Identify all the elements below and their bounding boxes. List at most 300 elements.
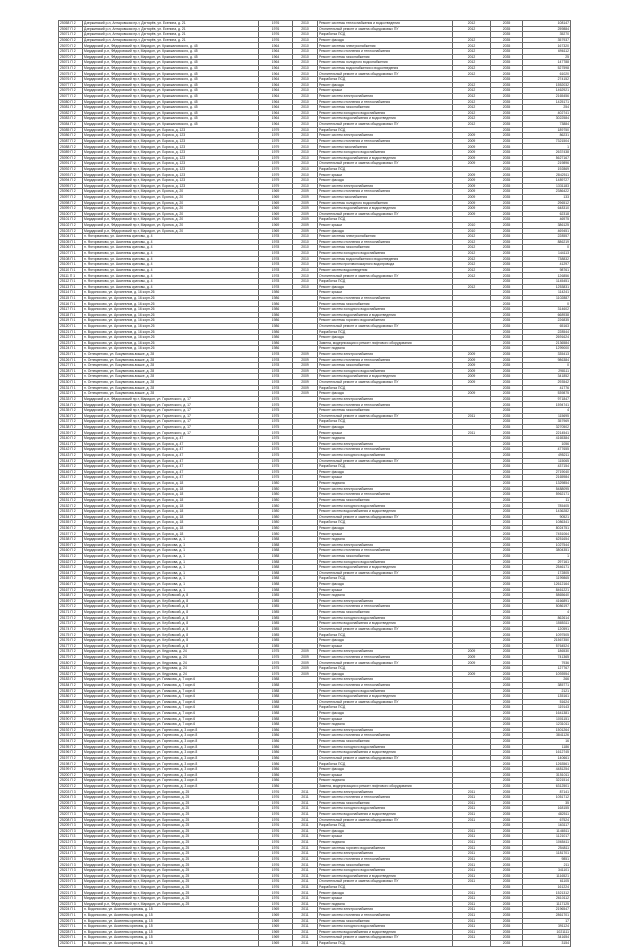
cell-cost: 2214541 — [523, 430, 571, 436]
cell-build-year: 1978 — [259, 256, 293, 262]
cell-address: п. Водоносово, ул. Архангелов, д. 16 корп.26 — [83, 307, 259, 313]
cell-work-type: Ремонт систем электроснабжения — [318, 851, 453, 857]
cell-record-id: 25199 П 2 — [59, 767, 83, 773]
cell-cost: 2121 — [523, 688, 571, 694]
cell-cost: 98761 — [523, 267, 571, 273]
cell-address: Мирдарский р-н, Фёдоровский пр-т, Маридон, ул. Ганакова, д. 7 корп.6 — [83, 705, 259, 711]
cell-start-year: 2012 — [453, 262, 491, 268]
cell-record-id: 25147 П 2 — [59, 475, 83, 481]
cell-work-type: Ремонт систем холодного водоснабжения — [318, 688, 453, 694]
cell-start-year: 2011 — [453, 856, 491, 862]
cell-record-id: 25074 П 2 — [59, 65, 83, 71]
cell-build-year: 1976 — [259, 789, 293, 795]
cell-build-year: 1969 — [259, 206, 293, 212]
cell-build-year: 1986 — [259, 307, 293, 313]
cell-last-repair-year: 2009 — [293, 217, 318, 223]
cell-address: Мирдарский р-н, Фёдоровский пр-т, Маридон, ул. Гарьенского, д. 17 — [83, 424, 259, 430]
cell-address: Дзержинский р-н, Антаровская пр-т, Дзгтярёв, ул. Есенина, д. 21 — [83, 32, 259, 38]
cell-end-year: 2035 — [491, 520, 523, 526]
cell-record-id: 25174 П 2 — [59, 626, 83, 632]
cell-build-year: 1986 — [259, 301, 293, 307]
cell-address: Мирдарский р-н, Фёдоровский пр-т, Маридон, ул. Гарьенского, д. 17 — [83, 413, 259, 419]
cell-cost: 385771 — [523, 682, 571, 688]
cell-cost: 1146511 — [523, 828, 571, 834]
cell-start-year: 2011 — [453, 800, 491, 806]
cell-end-year: 2035 — [491, 295, 523, 301]
cell-start-year: 2012 — [453, 256, 491, 262]
cell-end-year: 2035 — [491, 537, 523, 543]
cell-work-type: Ремонт фасада — [318, 671, 453, 677]
cell-address: п. Огнецветово, ул. Бокувинова-вошке, д. 28 — [83, 380, 259, 386]
cell-build-year: 1976 — [259, 901, 293, 907]
cell-cost: 1641381 — [523, 710, 571, 716]
cell-end-year: 2035 — [491, 396, 523, 402]
cell-work-type: Ремонт систем водоснабжения и водоотведения — [318, 929, 453, 935]
cell-work-type: Ремонт систем водоотведения — [318, 267, 453, 273]
cell-record-id: 25077 П 2 — [59, 82, 83, 88]
cell-build-year: 1969 — [259, 940, 293, 946]
cell-address: Мирдарский р-н, Фёдоровский пр-т, Маридон, ул. Бирюзовая, д. 25 — [83, 879, 259, 885]
cell-cost: 168155 — [523, 806, 571, 812]
cell-work-type: Ремонт систем отопления и теплоснабжения — [318, 239, 453, 245]
cell-record-id: 25222 П 3 — [59, 896, 83, 902]
cell-cost: 274152 — [523, 77, 571, 83]
cell-build-year: 1986 — [259, 755, 293, 761]
cell-record-id: 25220 П 3 — [59, 884, 83, 890]
cell-build-year: 1979 — [259, 133, 293, 139]
cell-address: Мирдарский р-н, Фёдоровский пр-т, Маридон, ул. Бирюзовая, д. 25 — [83, 901, 259, 907]
cell-record-id: 25116 П 1 — [59, 301, 83, 307]
cell-address: Мирдарский р-н, Фёдоровский пр-т, Маридон, ул. Бронка, д. 20 — [83, 211, 259, 217]
cell-build-year: 1986 — [259, 778, 293, 784]
cell-work-type: Ремонт систем водоснабжения и водоотведения — [318, 374, 453, 380]
cell-cost: 266 — [523, 677, 571, 683]
cell-address: Мирдарский р-н, Фёдоровский пр-т, Маридон, ул. Гарпесова, д. 3 корп.8 — [83, 783, 259, 789]
cell-record-id: 25071 П 2 — [59, 32, 83, 38]
cell-record-id: 25118 П 1 — [59, 312, 83, 318]
cell-work-type: Разработка ПСД — [318, 823, 453, 829]
cell-record-id: 25077 П 2 — [59, 93, 83, 99]
cell-address: п. Водоносово, ул. Акселевы кратовы, д. 15 — [83, 907, 259, 913]
cell-cost: 2165456 — [523, 93, 571, 99]
cell-cost: 114241 — [523, 290, 571, 296]
cell-start-year: 2009 — [453, 391, 491, 397]
cell-end-year: 2035 — [491, 761, 523, 767]
cell-cost: 8024751 — [523, 525, 571, 531]
cell-work-type: Ремонт систем холодного водоснабжения — [318, 806, 453, 812]
cell-work-type: Ремонт подвала — [318, 722, 453, 728]
cell-work-type: Ремонт системы газоснабжения — [318, 862, 453, 868]
cell-cost: 886219 — [523, 239, 571, 245]
cell-cost: 25 — [523, 54, 571, 60]
cell-build-year: 1988 — [259, 581, 293, 587]
cell-address: Мирдарский р-н, Фёдоровский пр-т, Маридон, ул. Бронка, д. 20 — [83, 217, 259, 223]
cell-work-type: Разработка ПСД — [318, 419, 453, 425]
cell-end-year: 2035 — [491, 93, 523, 99]
cell-record-id: 25230 П 1 — [59, 940, 83, 946]
cell-cost: 341852 — [523, 374, 571, 380]
cell-cost: 1489727 — [523, 178, 571, 184]
cell-last-repair-year: 2010 — [293, 161, 318, 167]
cell-last-repair-year: 2010 — [293, 245, 318, 251]
cell-end-year: 2035 — [491, 419, 523, 425]
cell-end-year: 2035 — [491, 890, 523, 896]
cell-address: п. Водоносово, ул. Архангелов, д. 16 корп.26 — [83, 329, 259, 335]
cell-work-type: Отопительный ремонт и замена общедомовых ПУ — [318, 458, 453, 464]
cell-end-year: 2035 — [491, 43, 523, 49]
cell-last-repair-year: 2009 — [293, 228, 318, 234]
cell-end-year: 2035 — [491, 705, 523, 711]
cell-cost: 437154 — [523, 464, 571, 470]
cell-last-repair-year: 2009 — [293, 200, 318, 206]
cell-record-id: 25142 П 2 — [59, 447, 83, 453]
cell-record-id: 25130 П 1 — [59, 380, 83, 386]
cell-end-year: 2035 — [491, 172, 523, 178]
cell-cost: 1594741 — [523, 402, 571, 408]
cell-start-year: 2012 — [453, 99, 491, 105]
cell-record-id: 25197 П 2 — [59, 755, 83, 761]
cell-start-year: 2011 — [453, 912, 491, 918]
cell-record-id: 25093 П 2 — [59, 172, 83, 178]
cell-end-year: 2035 — [491, 161, 523, 167]
cell-last-repair-year: 2011 — [293, 828, 318, 834]
cell-end-year: 2035 — [491, 346, 523, 352]
cell-end-year: 2035 — [491, 217, 523, 223]
cell-record-id: 25117 П 1 — [59, 307, 83, 313]
cell-work-type: Ремонт подвала — [318, 537, 453, 543]
cell-build-year: 1975 — [259, 402, 293, 408]
cell-start-year: 2012 — [453, 43, 491, 49]
cell-build-year: 1985 — [259, 593, 293, 599]
cell-address: Мирдарский р-н, Фёдоровский пр-т, Маридон, ул. Клубовский, д. 8 — [83, 638, 259, 644]
cell-record-id: 25152 П 2 — [59, 503, 83, 509]
cell-cost: 1121017 — [523, 834, 571, 840]
cell-work-type: Ремонт систем отопления и теплоснабжения — [318, 654, 453, 660]
cell-record-id: 25208 П 3 — [59, 817, 83, 823]
cell-last-repair-year: 2011 — [293, 935, 318, 941]
cell-record-id: 25154 П 2 — [59, 514, 83, 520]
cell-start-year: 2012 — [453, 110, 491, 116]
cell-end-year: 2035 — [491, 621, 523, 627]
cell-cost: 2861701 — [523, 912, 571, 918]
cell-address: п. Огнецветово, ул. Бокувинова-вошке, д. 28 — [83, 391, 259, 397]
cell-cost: 7936 — [523, 660, 571, 666]
cell-build-year: 1964 — [259, 88, 293, 94]
cell-cost: 1097505 — [523, 632, 571, 638]
cell-build-year: 1976 — [259, 873, 293, 879]
cell-end-year: 2035 — [491, 525, 523, 531]
cell-end-year: 2035 — [491, 144, 523, 150]
cell-start-year: 2011 — [453, 851, 491, 857]
cell-end-year: 2035 — [491, 497, 523, 503]
cell-cost: 0 — [523, 363, 571, 369]
cell-build-year: 1969 — [259, 912, 293, 918]
cell-last-repair-year: 2009 — [293, 385, 318, 391]
cell-record-id: 25214 П 3 — [59, 851, 83, 857]
cell-build-year: 1975 — [259, 654, 293, 660]
table-body — [59, 21, 571, 947]
cell-cost: 341101 — [523, 868, 571, 874]
cell-end-year: 2035 — [491, 609, 523, 615]
cell-record-id: 25095 П 2 — [59, 183, 83, 189]
cell-end-year: 2035 — [491, 408, 523, 414]
cell-cost: 402741 — [523, 110, 571, 116]
cell-last-repair-year: 2010 — [293, 88, 318, 94]
cell-build-year: 1985 — [259, 609, 293, 615]
cell-end-year: 2035 — [491, 834, 523, 840]
cell-start-year: 2012 — [453, 71, 491, 77]
cell-record-id: 25111 П 1 — [59, 273, 83, 279]
cell-cost: 1501264 — [523, 727, 571, 733]
cell-build-year: 1976 — [259, 828, 293, 834]
cell-build-year: 1976 — [259, 811, 293, 817]
cell-cost: 147788 — [523, 60, 571, 66]
cell-record-id: 25156 П 2 — [59, 525, 83, 531]
cell-work-type: Ремонт системы электроснабжения — [318, 234, 453, 240]
cell-build-year: 1986 — [259, 767, 293, 773]
cell-cost: 1 — [523, 144, 571, 150]
cell-work-type: Ремонт систем холодного водоснабжения — [318, 744, 453, 750]
cell-end-year: 2035 — [491, 828, 523, 834]
cell-address: Мирдарский р-н, Фёдоровский пр-т, Маридон, ул. Бориса, д. 18 — [83, 486, 259, 492]
cell-last-repair-year: 2011 — [293, 884, 318, 890]
cell-last-repair-year: 2010 — [293, 250, 318, 256]
cell-build-year: 1980 — [259, 520, 293, 526]
cell-work-type: Ремонт систем отопления и теплоснабжения — [318, 682, 453, 688]
cell-address: Мирдарский р-н, Фёдоровский пр-т, Маридон, ул. Бронка, д. 20 — [83, 228, 259, 234]
cell-last-repair-year: 2011 — [293, 789, 318, 795]
cell-cost: 5488095 — [523, 486, 571, 492]
cell-record-id: 25187 П 2 — [59, 699, 83, 705]
cell-cost: 6251654 — [523, 537, 571, 543]
cell-end-year: 2035 — [491, 284, 523, 290]
cell-cost: 2136584 — [523, 340, 571, 346]
cell-record-id: 25079 П 2 — [59, 88, 83, 94]
cell-cost: 7451064 — [523, 531, 571, 537]
cell-start-year: 2011 — [453, 862, 491, 868]
cell-last-repair-year: 2010 — [293, 262, 318, 268]
cell-record-id: 25144 П 2 — [59, 458, 83, 464]
cell-start-year: 2011 — [453, 839, 491, 845]
cell-last-repair-year: 2010 — [293, 273, 318, 279]
cell-start-year: 2009 — [453, 374, 491, 380]
cell-record-id: 25139 П 2 — [59, 430, 83, 436]
cell-work-type: Ремонт фасада — [318, 890, 453, 896]
cell-record-id: 25161 П 2 — [59, 553, 83, 559]
cell-address: Мирдарский р-н, Фёдоровский пр-т, Маридон, ул. Бориса, д. 18 — [83, 503, 259, 509]
table-row — [59, 940, 571, 946]
cell-last-repair-year: 2010 — [293, 183, 318, 189]
cell-record-id: 25173 П 2 — [59, 621, 83, 627]
cell-build-year: 1986 — [259, 772, 293, 778]
cell-last-repair-year: 2010 — [293, 138, 318, 144]
cell-address: Мирдарский р-н, Фёдоровский пр-т, Маридон, ул. Бирюзовая, д. 25 — [83, 845, 259, 851]
cell-end-year: 2035 — [491, 234, 523, 240]
cell-end-year: 2035 — [491, 452, 523, 458]
cell-start-year: 2012 — [453, 21, 491, 27]
cell-cost: 133 — [523, 194, 571, 200]
cell-build-year: 1986 — [259, 335, 293, 341]
cell-record-id: 25102 П 2 — [59, 222, 83, 228]
cell-cost: 167320 — [523, 43, 571, 49]
cell-build-year: 1978 — [259, 279, 293, 285]
cell-work-type: Ремонт систем электроснабжения — [318, 649, 453, 655]
cell-start-year: 2009 — [453, 654, 491, 660]
cell-work-type: Ремонт систем водоснабжения и водоотведения — [318, 312, 453, 318]
cell-record-id: 25191 П 2 — [59, 722, 83, 728]
cell-address: Мирдарский р-н, Фёдоровский пр-т, Маридон, ул. Бориса, д. 18 — [83, 480, 259, 486]
cell-build-year: 1976 — [259, 856, 293, 862]
cell-work-type: Ремонт системы газоснабжения — [318, 609, 453, 615]
cell-start-year: 2009 — [453, 660, 491, 666]
cell-work-type: Ремонт систем электроснабжения — [318, 183, 453, 189]
cell-work-type: Ремонт подвала — [318, 778, 453, 784]
cell-end-year: 2035 — [491, 739, 523, 745]
cell-end-year: 2035 — [491, 503, 523, 509]
cell-end-year: 2035 — [491, 677, 523, 683]
cell-work-type: Ремонт фасада — [318, 767, 453, 773]
cell-start-year: 2011 — [453, 789, 491, 795]
cell-build-year: 1976 — [259, 817, 293, 823]
cell-record-id: 25088 П 2 — [59, 144, 83, 150]
cell-start-year: 2011 — [453, 873, 491, 879]
cell-work-type: Ремонт системы газоснабжения — [318, 800, 453, 806]
cell-end-year: 2035 — [491, 750, 523, 756]
cell-address: Мирдарский р-н, Фёдоровский пр-т, Маридон, ул. Гарпесова, д. 3 корп.8 — [83, 778, 259, 784]
cell-work-type: Отопительный ремонт и замена общедомовых ПУ — [318, 817, 453, 823]
cell-cost: 1199865 — [523, 576, 571, 582]
cell-end-year: 2035 — [491, 553, 523, 559]
cell-address: Мирдарский р-н, Фёдоровский пр-т, Маридон, ул. Борисова, д. 1 — [83, 570, 259, 576]
cell-cost: 495211 — [523, 452, 571, 458]
cell-address: п. Фоторваново, ул. Акселевы кратовы, д. 4 — [83, 262, 259, 268]
cell-last-repair-year: 2009 — [293, 654, 318, 660]
cell-start-year: 2011 — [453, 795, 491, 801]
cell-cost: 391124 — [523, 924, 571, 930]
cell-build-year: 1978 — [259, 351, 293, 357]
cell-address: п. Фоторваново, ул. Акселевы кратовы, д. 4 — [83, 273, 259, 279]
cell-record-id: 25080 П 2 — [59, 99, 83, 105]
cell-work-type: Ремонт системы газоснабжения — [318, 918, 453, 924]
cell-end-year: 2035 — [491, 464, 523, 470]
cell-start-year: 2011 — [453, 828, 491, 834]
cell-address: п. Огнецветово, ул. Бокувинова-вошке, д. 28 — [83, 385, 259, 391]
cell-record-id: 25213 П 3 — [59, 845, 83, 851]
cell-address: Мирдарский р-н, Фёдоровский пр-т, Маридон, ул. Кржижановского, д. 45 — [83, 105, 259, 111]
cell-start-year: 2009 — [453, 671, 491, 677]
cell-end-year: 2035 — [491, 806, 523, 812]
cell-build-year: 1976 — [259, 806, 293, 812]
cell-work-type: Ремонт системы холодного водоснабжения — [318, 200, 453, 206]
cell-build-year: 1980 — [259, 480, 293, 486]
cell-address: п. Огнецветово, ул. Бокувинова-вошке, д. 28 — [83, 363, 259, 369]
cell-build-year: 1978 — [259, 357, 293, 363]
cell-start-year: 2011 — [453, 907, 491, 913]
cell-work-type: Ремонт систем отопления и теплоснабжения — [318, 357, 453, 363]
cell-address: п. Водоносово, ул. Акселевы кратовы, д. 15 — [83, 940, 259, 946]
cell-work-type: Ремонт крыши — [318, 222, 453, 228]
cell-build-year: 1980 — [259, 525, 293, 531]
cell-address: Мирдарский р-н, Фёдоровский пр-т, Маридон, ул. Ганакова, д. 7 корп.6 — [83, 688, 259, 694]
cell-cost: 314602 — [523, 307, 571, 313]
cell-build-year: 1978 — [259, 239, 293, 245]
cell-last-repair-year: 2011 — [293, 817, 318, 823]
cell-end-year: 2035 — [491, 733, 523, 739]
cell-end-year: 2035 — [491, 138, 523, 144]
cell-build-year: 1985 — [259, 643, 293, 649]
cell-cost: 186530 — [523, 649, 571, 655]
cell-work-type: Ремонт систем холодного водоснабжения — [318, 150, 453, 156]
cell-record-id: 25219 П 3 — [59, 879, 83, 885]
cell-address: Мирдарский р-н, Фёдоровский пр-т, Маридон, ул. Бирюзовая, д. 25 — [83, 868, 259, 874]
cell-address: Мирдарский р-н, Фёдоровский пр-т, Маридон, ул. Бирюзовая, д. 25 — [83, 828, 259, 834]
cell-end-year: 2035 — [491, 879, 523, 885]
cell-build-year: 1988 — [259, 553, 293, 559]
cell-work-type: Ремонт систем холодного водоснабжения — [318, 559, 453, 565]
cell-cost: 144113 — [523, 250, 571, 256]
cell-cost: 2719040 — [523, 469, 571, 475]
cell-cost: 293542 — [523, 380, 571, 386]
cell-build-year: 1976 — [259, 851, 293, 857]
cell-end-year: 2035 — [491, 250, 523, 256]
cell-start-year: 2012 — [453, 239, 491, 245]
cell-cost: 1231011 — [523, 722, 571, 728]
cell-record-id: 25157 П 2 — [59, 531, 83, 537]
cell-record-id: 25097 П 2 — [59, 194, 83, 200]
cell-address: Мирдарский р-н, Фёдоровский пр-т, Маридон, ул. Бирюзовая, д. 25 — [83, 800, 259, 806]
cell-end-year: 2035 — [491, 778, 523, 784]
cell-start-year: 2011 — [453, 806, 491, 812]
cell-work-type: Разработка ПСД — [318, 127, 453, 133]
cell-work-type: Ремонт систем водоснабжения и водоотведения — [318, 873, 453, 879]
cell-build-year: 1986 — [259, 318, 293, 324]
cell-build-year: 1969 — [259, 228, 293, 234]
cell-last-repair-year: 2010 — [293, 256, 318, 262]
cell-last-repair-year: 2009 — [293, 211, 318, 217]
cell-work-type: Ремонт фасада — [318, 37, 453, 43]
cell-start-year: 2009 — [453, 172, 491, 178]
cell-work-type: Ремонт систем электроснабжения — [318, 486, 453, 492]
cell-address: Мирдарский р-н, Фёдоровский пр-т, Маридон, ул. Клубовский, д. 8 — [83, 621, 259, 627]
cell-build-year: 1988 — [259, 705, 293, 711]
cell-end-year: 2035 — [491, 912, 523, 918]
cell-work-type: Ремонт фасада — [318, 710, 453, 716]
cell-work-type: Ремонт подвала — [318, 346, 453, 352]
cell-end-year: 2035 — [491, 940, 523, 946]
cell-end-year: 2035 — [491, 402, 523, 408]
cell-record-id: 25204 П 3 — [59, 795, 83, 801]
cell-last-repair-year: 2010 — [293, 71, 318, 77]
cell-cost: 482511 — [523, 811, 571, 817]
cell-record-id: 25181 П 2 — [59, 666, 83, 672]
cell-record-id: 25166 П 2 — [59, 581, 83, 587]
cell-build-year: 1978 — [259, 363, 293, 369]
cell-start-year: 2010 — [453, 222, 491, 228]
cell-address: Мирдарский р-н, Фёдоровский пр-т, Маридон, ул. Бирюзовая, д. 25 — [83, 795, 259, 801]
cell-last-repair-year: 2011 — [293, 834, 318, 840]
cell-build-year: 1976 — [259, 896, 293, 902]
cell-end-year: 2035 — [491, 694, 523, 700]
cell-work-type: Ремонт систем водоснабжения и водоотведения — [318, 509, 453, 515]
cell-record-id: 25151 П 2 — [59, 497, 83, 503]
cell-address: Мирдарский р-н, Фёдоровский пр-т, Маридон, ул. Ганакова, д. 7 корп.6 — [83, 694, 259, 700]
cell-work-type: Ремонт системы газоснабжения — [318, 363, 453, 369]
cell-start-year: 2009 — [453, 183, 491, 189]
cell-address: п. Огнецветово, ул. Бокувинова-вошке, д. 28 — [83, 357, 259, 363]
cell-work-type: Ремонт подвала — [318, 593, 453, 599]
cell-record-id: 25127 П 1 — [59, 363, 83, 369]
cell-start-year: 2009 — [453, 150, 491, 156]
